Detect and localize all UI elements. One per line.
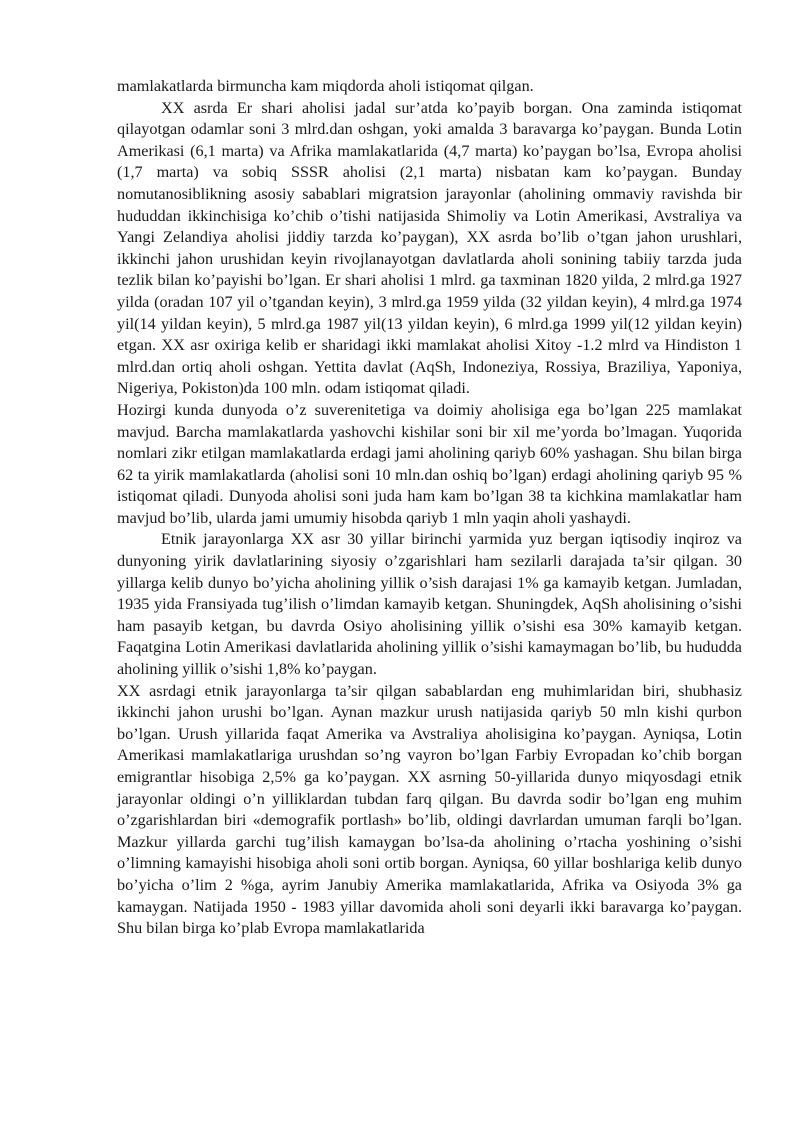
document-page	[117, 76, 742, 940]
paragraph-2: XX asrda Er shari aholisi jadal sur’atda ko’payib borgan. Ona zaminda istiqomat qilayotgan odamlar soni 3 mlrd.dan oshgan, yoki amalda 3 baravarga ko’paygan. Bunda Lotin Amerikasi (6,1 marta) va Afrika mamlakatlarida (4,7 marta) ko’paygan bo’lsa, Evropa aholisi (1,7 marta) va sobiq SSSR aholisi (2,1 marta) nisbatan kam ko’paygan. Bunday nomutanosiblikning asosiy sabablari migratsion jarayonlar (aholining ommaviy ravishda bir hududdan ikkinchisiga ko’chib o’tishi natijasida Shimoliy va Lotin Amerikasi, Avstraliya va Yangi Zelandiya aholisi jiddiy tarzda ko’paygan), XX asrda bo’lib o’tgan jahon urushlari, ikkinchi jahon urushidan keyin rivojlanayotgan davlatlarda aholi sonining tabiiy tarzda juda tezlik bilan ko’payishi bo’lgan. Er shari aholisi 1 mlrd. ga taxminan 1820 yilda, 2 mlrd.ga 1927 yilda (oradan 107 yil o’tgandan keyin), 3 mlrd.ga 1959 yilda (32 yildan keyin), 4 mlrd.ga 1974 yil(14 yildan keyin), 5 mlrd.ga 1987 yil(13 yildan keyin), 6 mlrd.ga 1999 yil(12 yildan keyin) etgan. XX asr oxiriga kelib er sharidagi ikki mamlakat aholisi Xitoy -1.2 mlrd va Hindiston 1 mlrd.dan ortiq aholi oshgan. Yettita davlat (AqSh, Indoneziya, Rossiya, Braziliya, Yaponiya, Nigeriya, Pokiston)da 100 mln. odam istiqomat qiladi.	[117, 98, 742, 398]
paragraph-5: XX asrdagi etnik jarayonlarga ta’sir qilgan sabablardan eng muhimlaridan biri, shubhasiz ikkinchi jahon urushi bo’lgan. Aynan mazkur urush natijasida qariyb 50 mln kishi qurbon bo’lgan. Urush yillarida faqat Amerika va Avstraliya aholisigina ko’paygan. Ayniqsa, Lotin Amerikasi mamlakatlariga urushdan so’ng vayron bo’lgan Farbiy Evropadan ko’chib borgan emigrantlar hisobiga 2,5% ga ko’paygan. XX asrning 50-yillarida dunyo miqyosdagi etnik jarayonlar oldingi o’n yilliklardan tubdan farq qilgan. Bu davrda sodir bo’lgan eng muhim o’zgarishlardan biri «demografik portlash» bo’lib, oldingi davrlardan umuman farqli bo’lgan. Mazkur yillarda garchi tug’ilish kamaygan bo’lsa-da aholining o’rtacha yoshining o’sishi o’limning kamayishi hisobiga aholi soni ortib borgan. Ayniqsa, 60 yillar boshlariga kelib dunyo bo’yicha o’lim 2 %ga, ayrim Janubiy Amerika mamlakatlarida, Afrika va Osiyoda 3% ga kamaygan. Natijada 1950 - 1983 yillar davomida aholi soni deyarli ikki baravarga ko’paygan. Shu bilan birga ko’plab Evropa mamlakatlarida	[117, 681, 742, 938]
paragraph-1: mamlakatlarda birmuncha kam miqdorda aholi istiqomat qilgan.	[117, 77, 534, 95]
paragraph-3: Hozirgi kunda dunyoda o’z suverenitetiga va doimiy aholisiga ega bo’lgan 225 mamlakat mavjud. Barcha mamlakatlarda yashovchi kishilar soni bir xil me’yorda bo’lmagan. Yuqorida nomlari zikr etilgan mamlakatlarda erdagi jami aholining qariyb 60% yashagan. Shu bilan birga 62 ta yirik mamlakatlarda (aholisi soni 10 mln.dan oshiq bo’lgan) erdagi aholining qariyb 95 % istiqomat qiladi. Dunyoda aholisi soni juda ham kam bo’lgan 38 ta kichkina mamlakatlar ham mavjud bo’lib, ularda jami umumiy hisobda qariyb 1 mln yaqin aholi yashaydi.	[117, 400, 742, 527]
paragraph-4: Etnik jarayonlarga XX asr 30 yillar birinchi yarmida yuz bergan iqtisodiy inqiroz va dunyoning yirik davlatlarining siyosiy o’zgarishlari ham sezilarli darajada ta’sir qilgan. 30 yillarga kelib dunyo bo’yicha aholining yillik o’sish darajasi 1% ga kamayib ketgan. Jumladan, 1935 yida Fransiyada tug’ilish o’limdan kamayib ketgan. Shuningdek, AqSh aholisining o’sishi ham pasayib ketgan, bu davrda Osiyo aholisining yillik o’sishi esa 30% kamayib ketgan. Faqatgina Lotin Amerikasi davlatlarida aholining yillik o’sishi kamaymagan bo’lib, bu hududda aholining yillik o’sishi 1,8% ko’paygan.	[117, 530, 742, 679]
